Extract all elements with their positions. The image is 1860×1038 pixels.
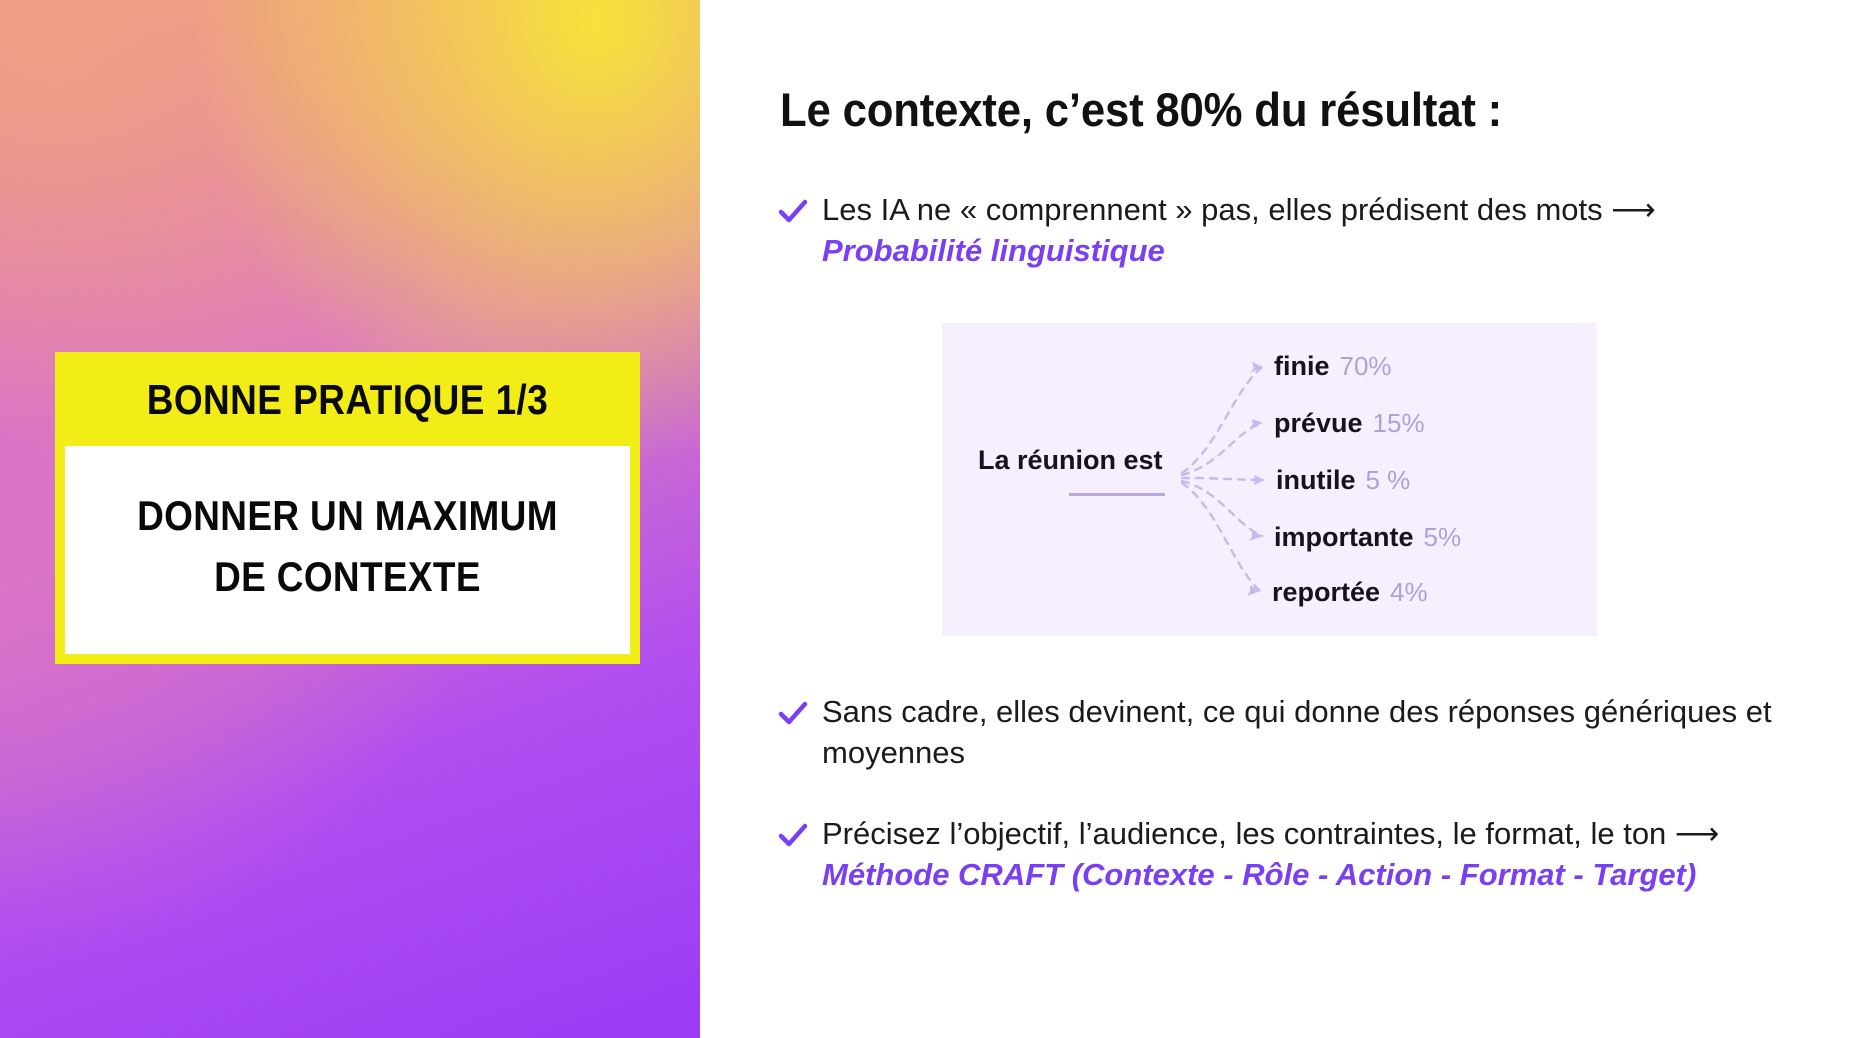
list-item-text-main: Sans cadre, elles devinent, ce qui donne des réponses génériques et moyennes bbox=[822, 694, 1772, 770]
list-item bbox=[778, 190, 1778, 272]
arrow-icon: ⟶ bbox=[1611, 192, 1656, 227]
list-item-accent: Méthode CRAFT (Contexte - Rôle - Action - Format - Target) bbox=[822, 856, 1697, 892]
diagram-leaf bbox=[1274, 351, 1392, 382]
bullet-list-bottom bbox=[778, 692, 1788, 896]
right-content-panel bbox=[700, 0, 1860, 1038]
diagram-root-underline bbox=[1069, 493, 1165, 496]
check-icon bbox=[778, 821, 808, 851]
diagram-leaf bbox=[1274, 522, 1461, 553]
list-item-text bbox=[822, 190, 1778, 272]
badge-title: BONNE PRATIQUE 1/3 bbox=[146, 376, 549, 423]
check-icon bbox=[778, 699, 808, 729]
badge-body bbox=[65, 446, 630, 654]
diagram-leaf-value: 5 % bbox=[1365, 465, 1411, 495]
diagram-connectors bbox=[942, 323, 1597, 636]
diagram-leaf-value: 15% bbox=[1372, 408, 1425, 438]
list-item-text bbox=[822, 692, 1788, 774]
list-item-text-main: Précisez l’objectif, l’audience, les contraintes, le format, le ton bbox=[822, 815, 1675, 851]
page-title: Le contexte, c’est 80% du résultat : bbox=[780, 83, 1503, 136]
diagram-leaf-label: prévue bbox=[1274, 408, 1363, 438]
list-item bbox=[778, 692, 1788, 774]
diagram-leaf-value: 70% bbox=[1339, 351, 1392, 381]
diagram-leaf-label: finie bbox=[1274, 351, 1330, 381]
check-icon bbox=[778, 197, 808, 227]
diagram-leaf bbox=[1276, 465, 1410, 496]
diagram-leaf bbox=[1272, 577, 1428, 608]
best-practice-badge bbox=[55, 352, 640, 664]
left-gradient-panel bbox=[0, 0, 700, 1038]
bullet-list-top bbox=[778, 190, 1778, 272]
badge-body-text: DONNER UN MAXIMUM DE CONTEXTE bbox=[137, 492, 558, 600]
diagram-leaf bbox=[1274, 408, 1425, 439]
probability-diagram bbox=[942, 323, 1597, 636]
diagram-leaf-label: reportée bbox=[1272, 577, 1381, 607]
list-item-text-main: Les IA ne « comprennent » pas, elles prédisent des mots bbox=[822, 192, 1612, 227]
list-item bbox=[778, 814, 1788, 896]
diagram-leaf-label: importante bbox=[1274, 522, 1414, 552]
diagram-root-label: La réunion est bbox=[978, 445, 1163, 475]
diagram-leaf-label: inutile bbox=[1276, 465, 1356, 495]
diagram-leaf-value: 5% bbox=[1423, 522, 1462, 552]
list-item-accent: Probabilité linguistique bbox=[822, 232, 1165, 268]
list-item-text bbox=[822, 814, 1788, 896]
diagram-leaf-value: 4% bbox=[1390, 577, 1428, 607]
arrow-icon: ⟶ bbox=[1674, 815, 1720, 851]
